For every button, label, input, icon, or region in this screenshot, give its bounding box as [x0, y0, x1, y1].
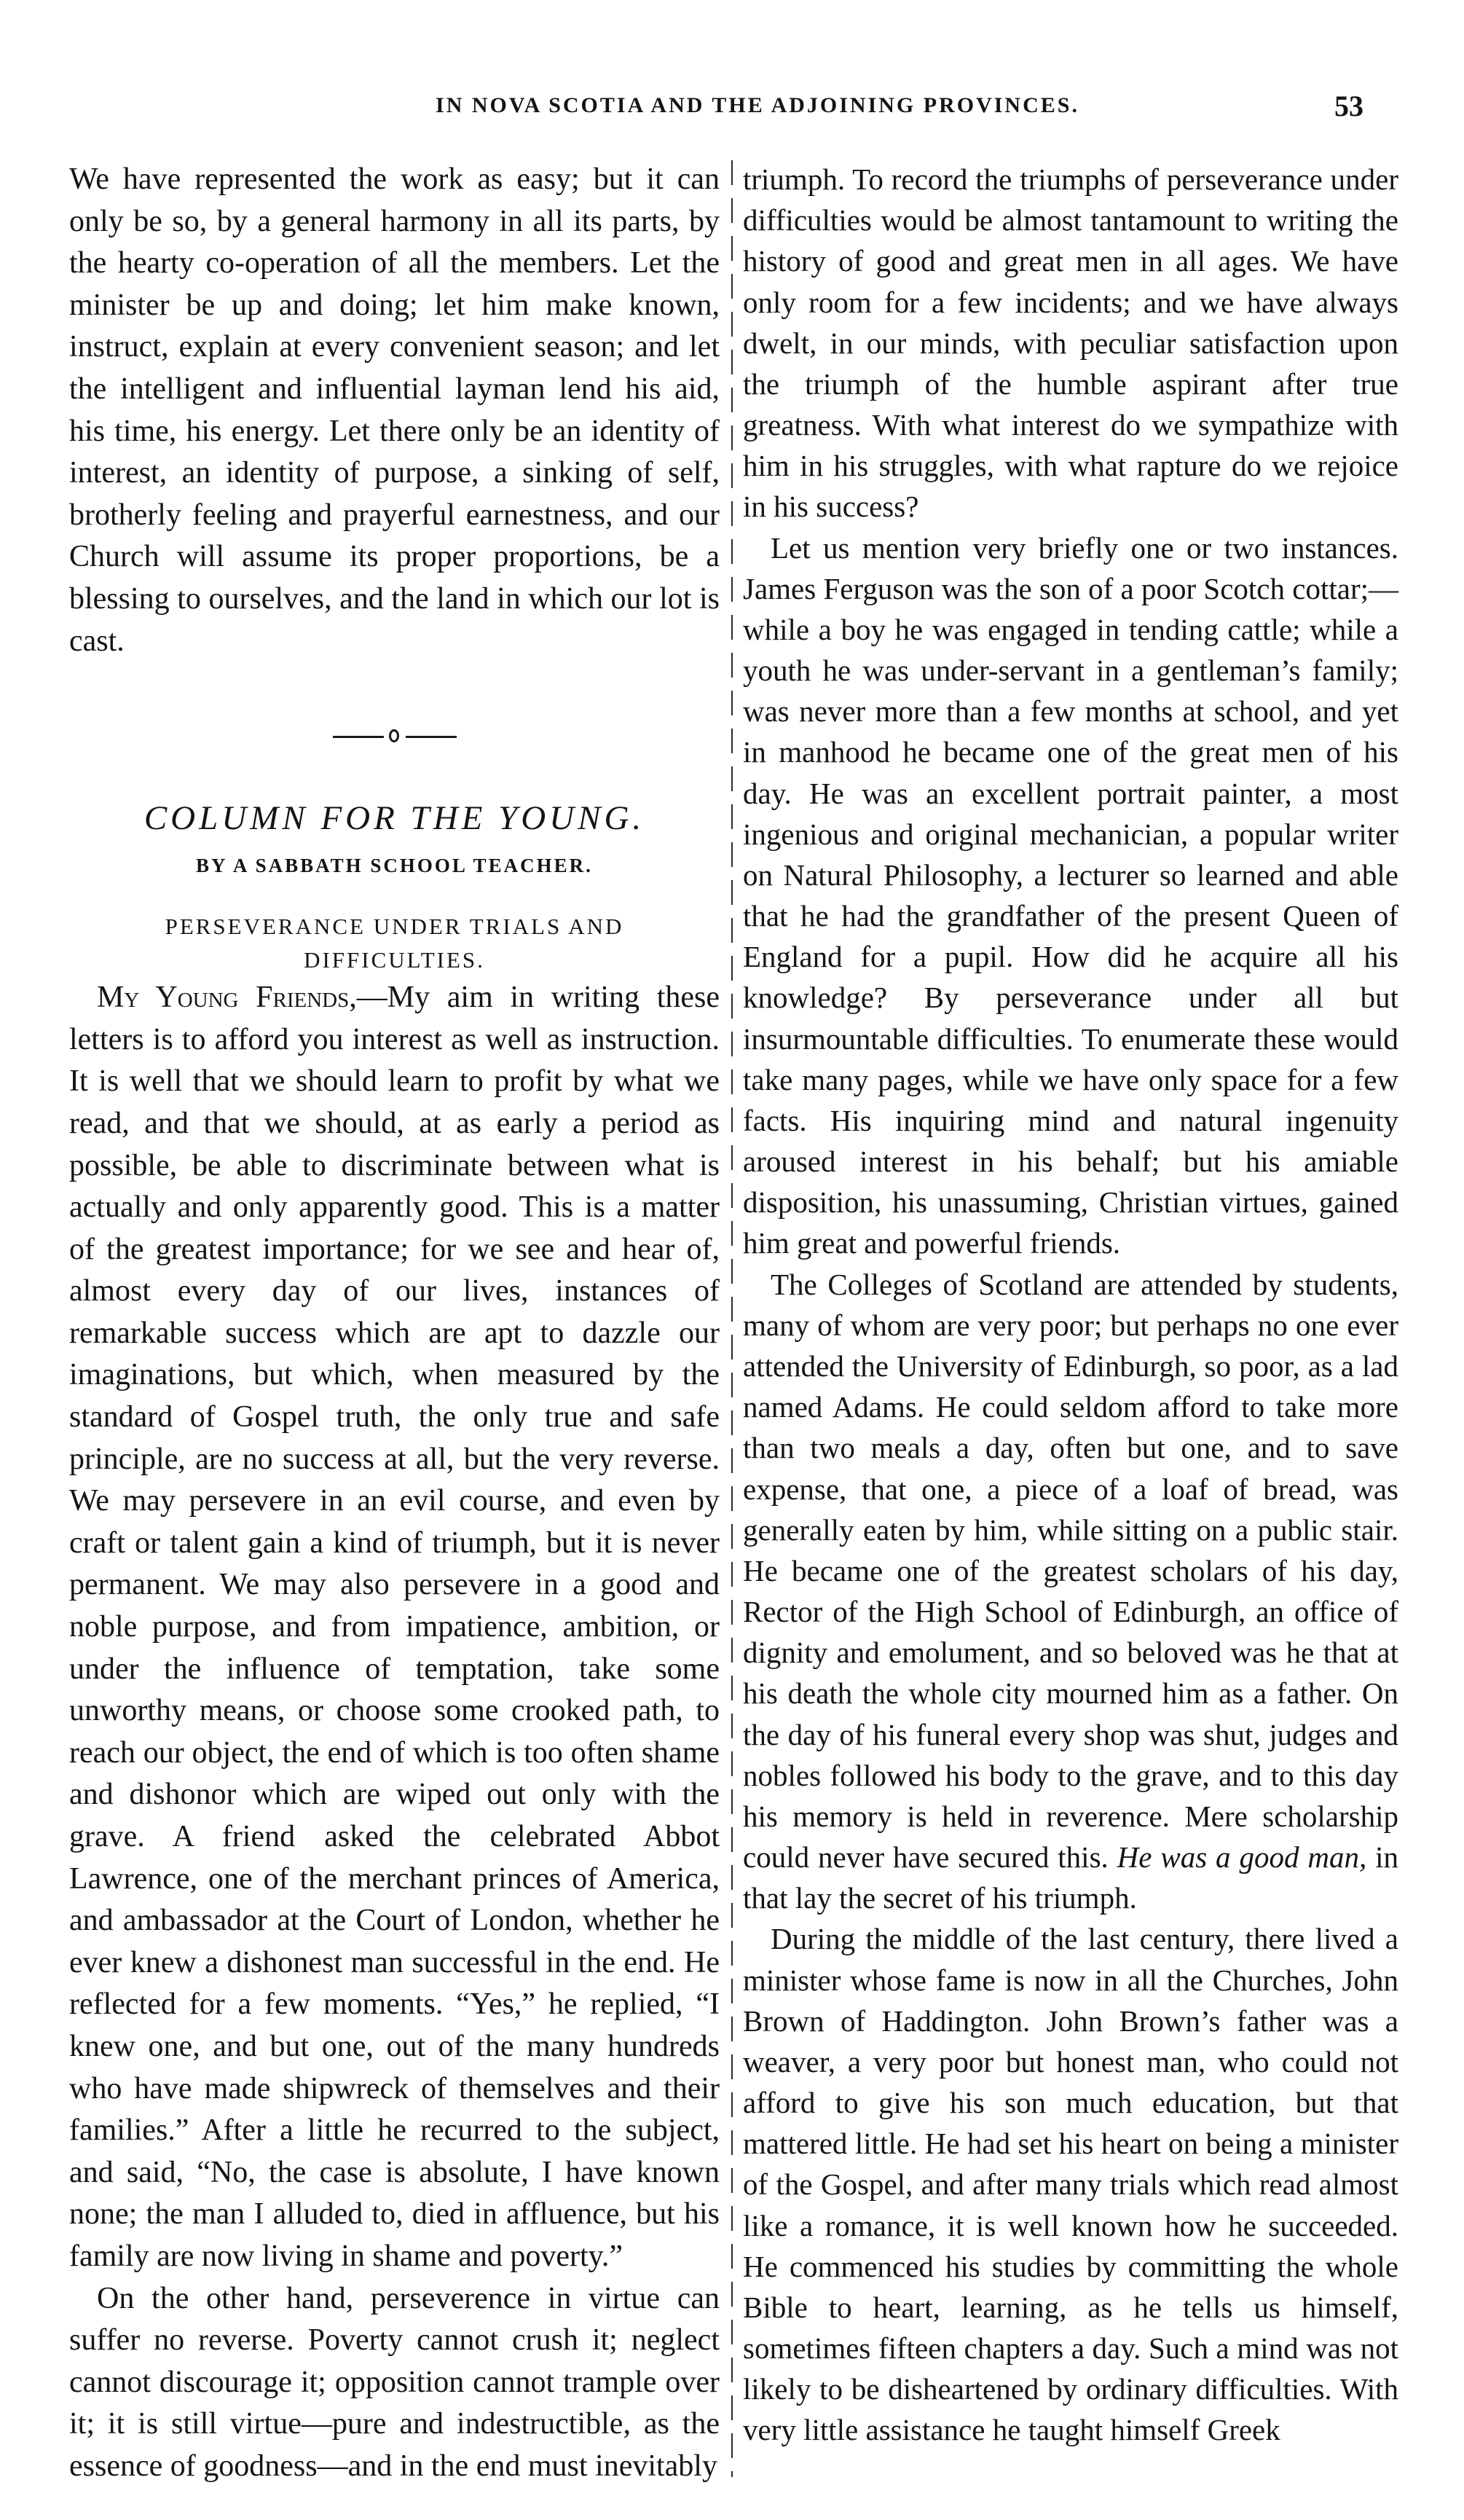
brown-paragraph: During the middle of the last century, there lived a minister whose fame is now in all the Churches, John Brown of Haddington. John Brown’s father was a weaver, a very poor but honest man, who could not afford to give his son much education, but that mattered little. He had set his heart on being a minister of the Gospel, and after many trials which read almost like a romance, it is well known how he succeeded. He commenced his studies by committing the whole Bible to heart, learning, as he tells us himself, sometimes fifteen chapters a day. Such a mind was not likely to be disheartened by ordinary difficulties. With very little assistance he taught himself Greek: [743, 1922, 1398, 2447]
adams-emphasis: He was a good man,: [1117, 1840, 1367, 1875]
article-title: PERSEVERANCE UNDER TRIALS AND DIFFICULTIES.: [165, 914, 624, 973]
right-column: [743, 159, 1398, 2451]
left-column: [69, 159, 720, 2488]
letter-paragraph: [69, 977, 720, 2277]
section-title: COLUMN FOR THE YOUNG.: [143, 799, 645, 838]
triumph-paragraph: triumph. To record the triumphs of perseverance under difficulties would be almost tantamount to writing the history of good and great men in all ages. We have only room for a few incidents; and we have always dwelt, in our minds, with peculiar satisfaction upon the triumph of the humble aspirant after true greatness. With what interest do we sympathize with him in his struggles, with what rapture do we rejoice in his success?: [743, 162, 1398, 524]
adams-body: The Colleges of Scotland are attended by students, many of whom are very poor; but perhaps no one ever attended the University of Edinburgh, so poor, as a lad named Adams. He could seldom afford to take more than two meals a day, often but one, and to save expense, that one, a piece of a loaf of bread, was generally eaten by him, while sitting on a public stair. He became one of the greatest scholars of his day, Rector of the High School of Edinburgh, an office of dignity and emolument, and so beloved was he that at his death the whole city mourned him as a father. On the day of his funeral every shop was shut, judges and nobles followed his body to the grave, and to this day his memory is held in reverence. Mere scholarship could never have secured this.: [743, 1267, 1398, 1875]
running-head: IN NOVA SCOTIA AND THE ADJOINING PROVINCES.: [436, 93, 1079, 117]
closing-paragraph: We have represented the work as easy; but it can only be so, by a general harmony in all its parts, by the hearty co-operation of all the members. Let the minister be up and doing; let him make known, instruct, explain at every convenient season; and let the intelligent and influential layman lend his aid, his time, his energy. Let there only be an identity of interest, an identity of purpose, a sinking of self, brotherly feeling and prayerful earnestness, and our Church will assume its proper proportions, be a blessing to ourselves, and the land in which our lot is cast.: [69, 162, 720, 658]
section-ornament: [333, 728, 457, 745]
ferguson-paragraph: Let us mention very briefly one or two instances. James Ferguson was the son of a poor Scotch cottar;—while a boy he was engaged in tending cattle; while a youth he was under-servant in a gentleman’s family; was never more than a few months at school, and yet in manhood he became one of the great men of his day. He was an excellent portrait painter, a most ingenious and original mechanician, a popular writer on Natural Philosophy, a lecturer so learned and able that he had the grandfather of the present Queen of England for a pupil. How did he acquire all his knowledge? By perseverance under all but insurmountable difficulties. To enumerate these would take many pages, while we have only space for a few facts. His inquiring mind and natural ingenuity aroused interest in his behalf; but his amiable disposition, his unassuming, Christian virtues, gained him great and powerful friends.: [743, 530, 1398, 1260]
adams-paragraph: [743, 1264, 1398, 1919]
salutation: My Young Friends,: [97, 981, 357, 1015]
column-divider: [731, 160, 733, 2477]
adams-tail: in that lay the secret of his triumph.: [743, 1840, 1398, 1915]
section-byline: BY A SABBATH SCHOOL TEACHER.: [196, 855, 593, 877]
virtue-paragraph: On the other hand, perseverence in virtue can suffer no reverse. Poverty cannot crush it; neglect cannot discourage it; opposition cannot trample over it; it is still virtue—pure and indestructible, as the essence of goodness—and in the end must inevitably: [69, 2281, 720, 2483]
letter-body: —My aim in writing these letters is to afford you interest as well as instruction. It is well that we should learn to profit by what we read, and that we should, at as early a period as possible, be able to discriminate between what is actually and only apparently good. This is a matter of the greatest importance; for we see and hear of, almost every day of our lives, instances of remarkable success which are apt to dazzle our imaginations, but which, when measured by the standard of Gospel truth, the only true and safe principle, are no success at all, but the very reverse. We may persevere in an evil course, and even by craft or talent gain a kind of triumph, but it is never permanent. We may also persevere in a good and noble purpose, and from impatience, ambition, or under the influence of temptation, take some unworthy means, or choose some crooked path, to reach our object, the end of which is too often shame and dishonor which are wiped out only with the grave. A friend asked the celebrated Abbot Lawrence, one of the merchant princes of America, and ambassador at the Court of London, whether he ever knew a dishonest man successful in the end. He reflected for a few moments. “Yes,” he replied, “I knew one, and but one, out of the many hundreds who have made shipwreck of themselves and their families.” After a little he recurred to the subject, and said, “No, the case is absolute, I have known none; the man I alluded to, died in affluence, but his family are now living in shame and poverty.”: [69, 981, 720, 2273]
page-number: 53: [1334, 90, 1363, 122]
